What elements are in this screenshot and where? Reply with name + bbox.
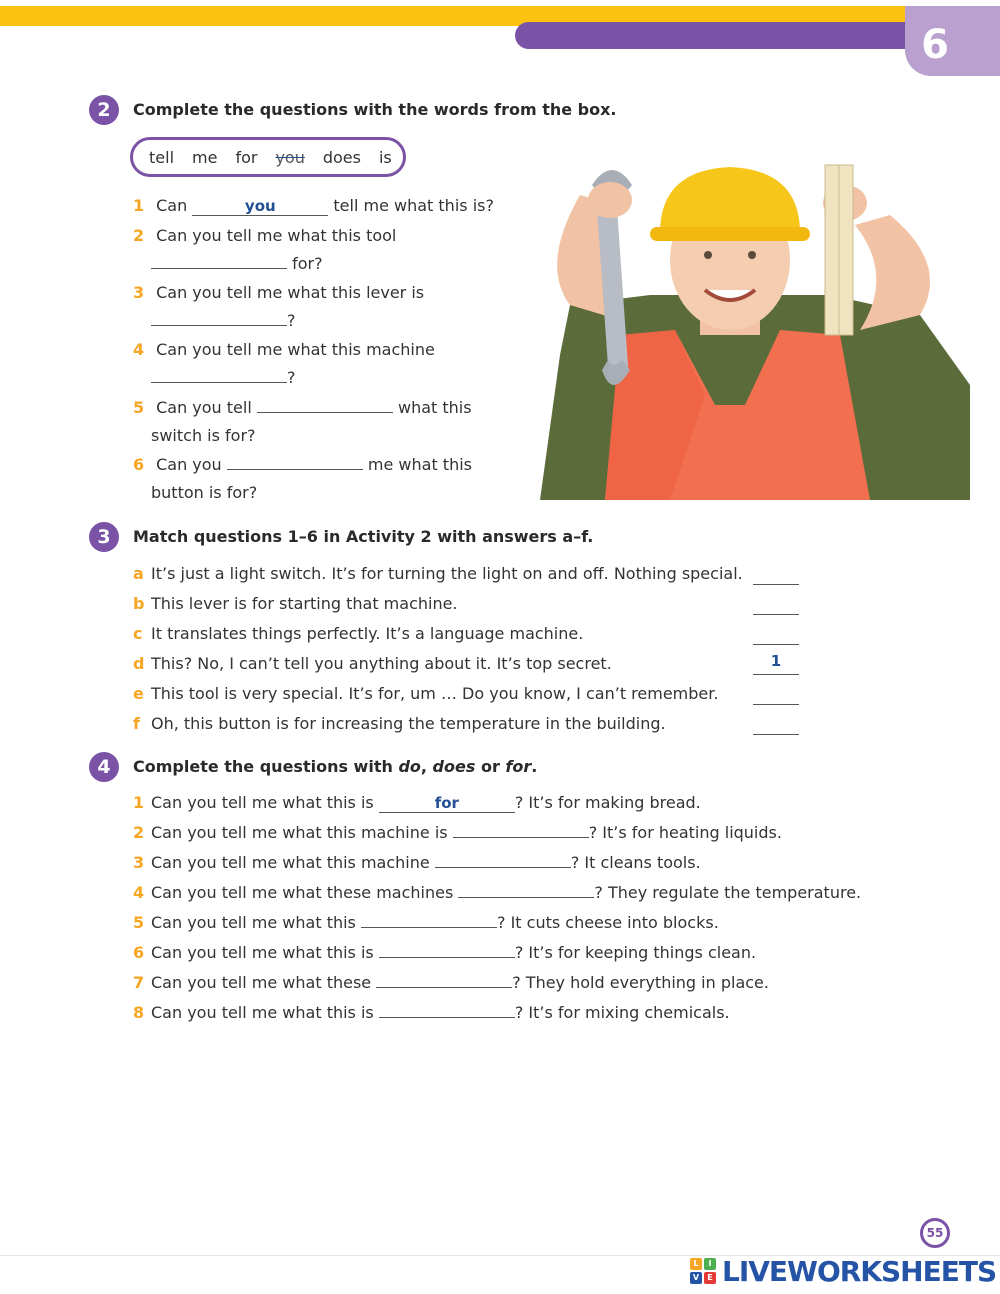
activity-2-title: Complete the questions with the words from the box. bbox=[133, 100, 617, 119]
match-answer-blank[interactable] bbox=[753, 622, 799, 645]
match-answer-blank[interactable]: 1 bbox=[753, 652, 799, 675]
activity-4-item-6 bbox=[133, 939, 756, 967]
item-text: ? It’s for mixing chemicals. bbox=[514, 1003, 730, 1022]
logo-tile: E bbox=[704, 1272, 716, 1284]
word-box-word: is bbox=[378, 147, 392, 167]
item-text: Can you tell bbox=[156, 398, 252, 417]
item-text: ? bbox=[287, 368, 296, 387]
item-number: 7 bbox=[133, 973, 145, 992]
activity-3-item-a bbox=[133, 560, 743, 588]
liveworksheets-logo[interactable] bbox=[690, 1256, 996, 1286]
item-letter: b bbox=[133, 594, 145, 613]
page-number: 55 bbox=[920, 1218, 950, 1248]
activity-3-item-b bbox=[133, 590, 458, 618]
activity-4-item-3 bbox=[133, 849, 701, 877]
item-letter: c bbox=[133, 624, 143, 643]
item-number: 6 bbox=[133, 943, 145, 962]
activity-4-item-2 bbox=[133, 819, 782, 847]
item-letter: e bbox=[133, 684, 144, 703]
answer-blank[interactable] bbox=[376, 969, 512, 988]
logo-grid-icon bbox=[690, 1258, 716, 1284]
activity-2-badge: 2 bbox=[89, 95, 119, 125]
answer-blank[interactable] bbox=[151, 250, 287, 269]
activity-2-item-4-line2 bbox=[133, 364, 296, 392]
item-number: 5 bbox=[133, 398, 145, 417]
word-box-word: tell bbox=[149, 147, 175, 167]
activity-3-item-c bbox=[133, 620, 583, 648]
item-text: me what this bbox=[367, 455, 472, 474]
word-box bbox=[130, 137, 406, 177]
item-text: This lever is for starting that machine. bbox=[151, 594, 458, 613]
unit-number: 6 bbox=[921, 22, 949, 68]
item-text: Can you tell me what this machine bbox=[151, 853, 430, 872]
title-part: . bbox=[531, 757, 538, 776]
answer-blank[interactable] bbox=[435, 849, 571, 868]
activity-3-item-d bbox=[133, 650, 612, 678]
item-number: 1 bbox=[133, 196, 145, 215]
item-letter: a bbox=[133, 564, 144, 583]
activity-3-item-e bbox=[133, 680, 718, 708]
answer-blank[interactable] bbox=[151, 364, 287, 383]
item-text: Can you tell me what this machine is bbox=[151, 823, 448, 842]
item-text: It translates things perfectly. It’s a language machine. bbox=[151, 624, 584, 643]
item-text: for? bbox=[292, 254, 323, 273]
activity-2-item-1 bbox=[133, 192, 494, 220]
activity-4-badge: 4 bbox=[89, 752, 119, 782]
item-text: ? They regulate the temperature. bbox=[594, 883, 862, 902]
answer-blank[interactable]: you bbox=[192, 197, 328, 216]
answer-blank[interactable] bbox=[379, 939, 515, 958]
logo-text: LIVEWORKSHEETS bbox=[722, 1254, 997, 1288]
item-text: It’s just a light switch. It’s for turning the light on and off. Nothing special. bbox=[151, 564, 743, 583]
activity-3-item-f bbox=[133, 710, 666, 738]
item-text: ? It cuts cheese into blocks. bbox=[496, 913, 719, 932]
match-answer-blank[interactable] bbox=[753, 592, 799, 615]
answer-blank[interactable] bbox=[227, 451, 363, 470]
item-text: This? No, I can’t tell you anything about it. It’s top secret. bbox=[151, 654, 612, 673]
activity-4-item-8 bbox=[133, 999, 730, 1027]
logo-tile: I bbox=[704, 1258, 716, 1270]
item-text: Can you tell me what this machine bbox=[156, 340, 435, 359]
title-part: Complete the questions with bbox=[133, 757, 399, 776]
item-text: tell me what this is? bbox=[333, 196, 494, 215]
match-answer-blank[interactable] bbox=[753, 712, 799, 735]
activity-4-title bbox=[133, 757, 537, 776]
item-letter: d bbox=[133, 654, 145, 673]
item-number: 5 bbox=[133, 913, 145, 932]
item-number: 4 bbox=[133, 340, 145, 359]
header-purple-bar bbox=[515, 22, 910, 49]
activity-4-item-5 bbox=[133, 909, 719, 937]
title-part: for bbox=[505, 757, 532, 776]
item-number: 4 bbox=[133, 883, 145, 902]
item-text: Can you tell me what this tool bbox=[156, 226, 397, 245]
item-number: 2 bbox=[133, 226, 145, 245]
title-part: or bbox=[475, 757, 506, 776]
activity-4-item-7 bbox=[133, 969, 769, 997]
answer-blank[interactable] bbox=[257, 394, 393, 413]
item-number: 6 bbox=[133, 455, 145, 474]
activity-2-item-5 bbox=[133, 394, 472, 422]
answer-blank[interactable] bbox=[361, 909, 497, 928]
item-text: Can you tell me what this is bbox=[151, 943, 374, 962]
item-text: Can you tell me what this bbox=[151, 913, 356, 932]
answer-blank[interactable] bbox=[458, 879, 594, 898]
item-text: ? They hold everything in place. bbox=[512, 973, 769, 992]
item-text: Oh, this button is for increasing the temperature in the building. bbox=[151, 714, 666, 733]
title-part: do bbox=[398, 757, 421, 776]
activity-2-item-5-line2: switch is for? bbox=[151, 426, 256, 445]
item-text: ? It cleans tools. bbox=[570, 853, 701, 872]
item-number: 8 bbox=[133, 1003, 145, 1022]
activity-3-badge: 3 bbox=[89, 522, 119, 552]
activity-4-item-1 bbox=[133, 789, 701, 817]
item-text: what this bbox=[397, 398, 472, 417]
boy-builder-photo bbox=[500, 155, 970, 500]
item-number: 3 bbox=[133, 283, 145, 302]
word-box-word-used: you bbox=[275, 147, 305, 167]
item-text: ? It’s for keeping things clean. bbox=[514, 943, 757, 962]
activity-2-item-6-line2: button is for? bbox=[151, 483, 258, 502]
match-answer-blank[interactable] bbox=[753, 562, 799, 585]
item-text: Can you tell me what this is bbox=[151, 1003, 374, 1022]
item-text: ? It’s for heating liquids. bbox=[588, 823, 782, 842]
activity-3-title: Match questions 1–6 in Activity 2 with answers a–f. bbox=[133, 527, 594, 546]
item-letter: f bbox=[133, 714, 140, 733]
logo-tile: V bbox=[690, 1272, 702, 1284]
item-text: Can bbox=[156, 196, 188, 215]
answer-blank[interactable] bbox=[151, 307, 287, 326]
item-text: This tool is very special. It’s for, um … Do you know, I can’t remember. bbox=[151, 684, 719, 703]
answer-blank[interactable] bbox=[453, 819, 589, 838]
activity-2-item-3 bbox=[133, 279, 424, 307]
answer-blank[interactable]: for bbox=[379, 794, 515, 813]
title-part: , bbox=[420, 757, 433, 776]
logo-tile: L bbox=[690, 1258, 702, 1270]
activity-2-item-2 bbox=[133, 222, 396, 250]
item-text: Can you tell me what this lever is bbox=[156, 283, 425, 302]
activity-2-item-3-line2 bbox=[133, 307, 296, 335]
item-number: 3 bbox=[133, 853, 145, 872]
item-text: Can you tell me what these bbox=[151, 973, 372, 992]
word-box-word: does bbox=[322, 147, 361, 167]
activity-4-item-4 bbox=[133, 879, 861, 907]
answer-blank[interactable] bbox=[379, 999, 515, 1018]
item-text: Can you tell me what this is bbox=[151, 793, 374, 812]
item-text: ? It’s for making bread. bbox=[514, 793, 701, 812]
match-answer-blank[interactable] bbox=[753, 682, 799, 705]
item-number: 1 bbox=[133, 793, 145, 812]
activity-2-item-4 bbox=[133, 336, 435, 364]
activity-2-item-6 bbox=[133, 451, 472, 479]
word-box-word: me bbox=[192, 147, 218, 167]
item-text: Can you bbox=[156, 455, 222, 474]
item-text: ? bbox=[287, 311, 296, 330]
word-box-word: for bbox=[235, 147, 258, 167]
activity-2-item-2-line2 bbox=[133, 250, 323, 278]
title-part: does bbox=[432, 757, 476, 776]
item-number: 2 bbox=[133, 823, 145, 842]
item-text: Can you tell me what these machines bbox=[151, 883, 454, 902]
